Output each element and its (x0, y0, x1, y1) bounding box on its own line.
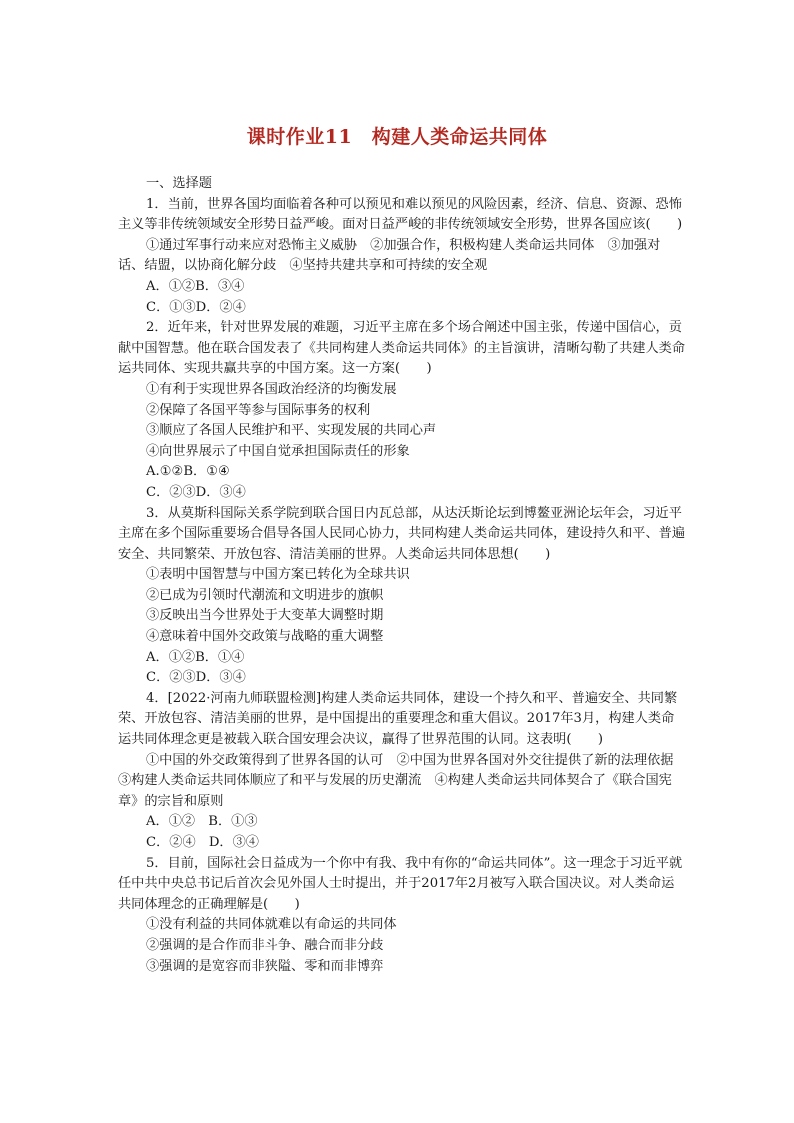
answer-choices: C．②③D．③④ (146, 670, 246, 686)
statement-item: ③顺应了各国人民维护和平、实现发展的共同心声 (146, 423, 437, 439)
statement-item: ①有利于实现世界各国政治经济的均衡发展 (146, 381, 397, 397)
answer-choices: A.①②B．①④ (146, 464, 230, 480)
statement-group: ①通过军事行动来应对恐怖主义威胁 ②加强合作，积极构建人类命运共同体 ③加强对话、结盟，以协商化解分歧 ④坚持共建共享和可持续的安全观 (118, 237, 661, 274)
document-body (118, 174, 686, 977)
statement-item: ①表明中国智慧与中国方案已转化为全球共识 (146, 567, 410, 583)
page-title: 课时作业11 构建人类命运共同体 (246, 126, 548, 148)
statement-item: ③反映出当今世界处于大变革大调整时期 (146, 608, 384, 624)
question-2 (118, 318, 686, 503)
question-stem: 4．[2022·河南九师联盟检测]构建人类命运共同体，建设一个持久和平、普遍安全、共同繁荣、开放包容、清洁美丽的世界，是中国提出的重要理念和重大倡议。2017年3月，构建人类命运共同体理念更是被载入联合国安理会决议，赢得了世界范围的认同。这表明( ) (118, 690, 678, 748)
statement-item: ②已成为引领时代潮流和文明进步的旗帜 (146, 587, 384, 603)
answer-choices: C．①③D．②④ (146, 299, 246, 315)
statement-item: ①没有利益的共同体就难以有命运的共同体 (146, 917, 397, 933)
question-5 (118, 854, 686, 978)
question-4 (118, 689, 686, 854)
answer-choices: A．①②B．③④ (146, 278, 245, 294)
statement-item: ④意味着中国外交政策与战略的重大调整 (146, 629, 384, 645)
question-stem: 5．目前，国际社会日益成为一个你中有我、我中有你的“命运共同体”。这一理念于习近平就任中共中央总书记后首次会见外国人士时提出，并于2017年2月被写入联合国决议。对人类命运共同体理念的正确理解是( ) (118, 855, 683, 912)
answer-choices: C．②④ D．③④ (146, 835, 259, 850)
question-stem: 2．近年来，针对世界发展的难题，习近平主席在多个场合阐述中国主张，传递中国信心，贡献中国智慧。他在联合国发表了《共同构建人类命运共同体》的主旨演讲，清晰勾勒了共建人类命运共同体、实现共赢共享的中国方案。这一方案( ) (118, 320, 686, 377)
question-3 (118, 504, 686, 689)
question-stem: 3．从莫斯科国际关系学院到联合国日内瓦总部，从达沃斯论坛到博鳌亚洲论坛年会，习近平主席在多个国际重要场合倡导各国人民同心协力，共同构建人类命运共同体，建设持久和平、普遍安全、共同繁荣、开放包容、清洁美丽的世界。人类命运共同体思想( ) (118, 505, 686, 562)
answer-choices: A．①② B．①③ (146, 814, 258, 830)
statement-group: ①中国的外交政策得到了世界各国的认可 ②中国为世界各国对外交往提供了新的法理依据 ③构建人类命运共同体顺应了和平与发展的历史潮流 ④构建人类命运共同体契合了《联合国宪章》的宗旨和原则 (118, 752, 687, 809)
answer-choices: A．①②B．①④ (146, 649, 245, 665)
statement-item: ②强调的是合作而非斗争、融合而非分歧 (146, 937, 384, 953)
statement-item: ②保障了各国平等参与国际事务的权利 (146, 402, 371, 418)
statement-item: ④向世界展示了中国自觉承担国际责任的形象 (146, 443, 410, 459)
statement-item: ③强调的是宽容而非狭隘、零和而非博弈 (146, 958, 384, 974)
question-1 (118, 195, 686, 319)
question-stem: 1．当前，世界各国均面临着各种可以预见和难以预见的风险因素，经济、信息、资源、恐怖主义等非传统领域安全形势日益严峻。面对日益严峻的非传统领域安全形势，世界各国应该( ) (118, 196, 683, 233)
answer-choices: C．②③D．③④ (146, 484, 246, 500)
section-heading: 一、选择题 (146, 176, 212, 191)
